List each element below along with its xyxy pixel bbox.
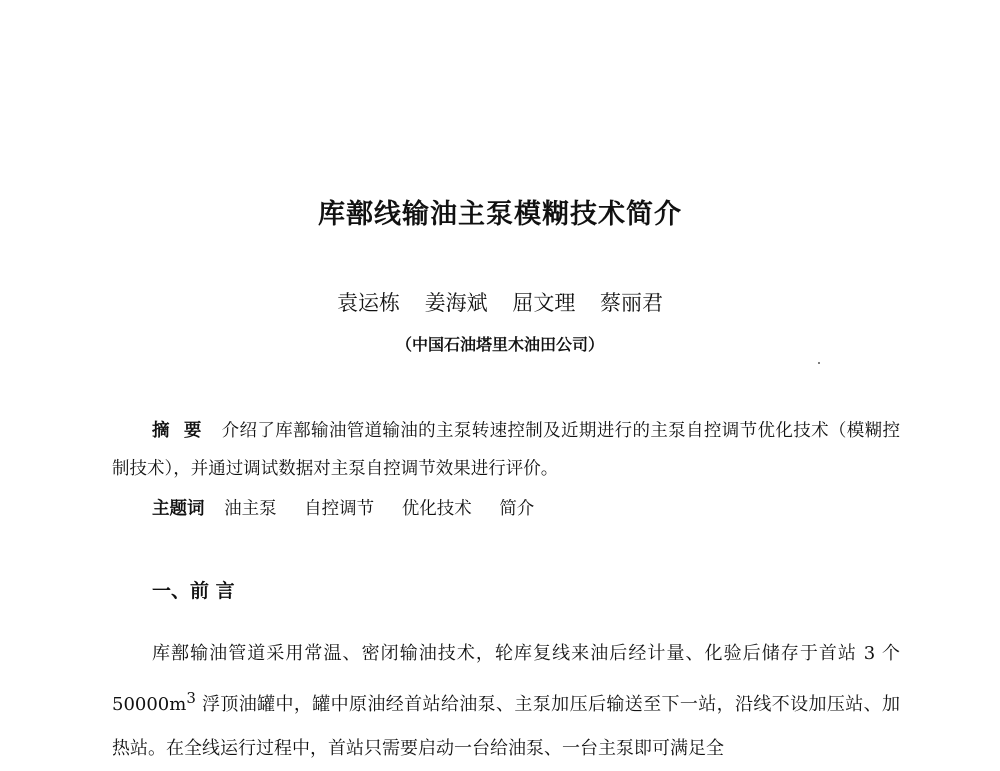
abstract [112,412,900,488]
stray-mark [818,362,820,364]
author-name: 袁运栋 [336,291,400,315]
paper-title: 库鄯线输油主泵模糊技术简介 [318,199,682,230]
keywords-label: 主题词 [152,499,205,519]
superscript: 3 [186,689,196,707]
author-name: 蔡丽君 [600,291,664,315]
affiliation: （中国石油塔里木油田公司） [395,335,604,354]
keyword: 优化技术 [401,499,472,519]
keyword: 自控调节 [304,499,375,519]
keywords [152,495,556,520]
abstract-label: 摘要 [152,421,216,441]
section-heading: 一、前 言 [152,580,235,602]
author-list [0,287,1000,317]
author-name: 屈文理 [512,291,576,315]
paragraph-text: 浮顶油罐中，罐中原油经首站给油泵、主泵加压后输送至下一站，沿线不设加压站、加热站。在全线运行过程中，首站只需要启动一台给油泵、一台主泵即可满足全 [112,694,900,759]
author-name: 姜海斌 [424,291,488,315]
keyword: 油主泵 [224,499,277,519]
body-paragraph [112,632,900,771]
abstract-text: 介绍了库鄯输油管道输油的主泵转速控制及近期进行的主泵自控调节优化技术（模糊控制技术），并通过调试数据对主泵自控调节效果进行评价。 [112,421,901,479]
keyword: 简介 [499,499,535,519]
paragraph-text: 库鄯输油管道采用常温、密闭输油技术，轮库复线来油后经计量、化验后储存于首站 3 个 50000m [112,643,900,715]
